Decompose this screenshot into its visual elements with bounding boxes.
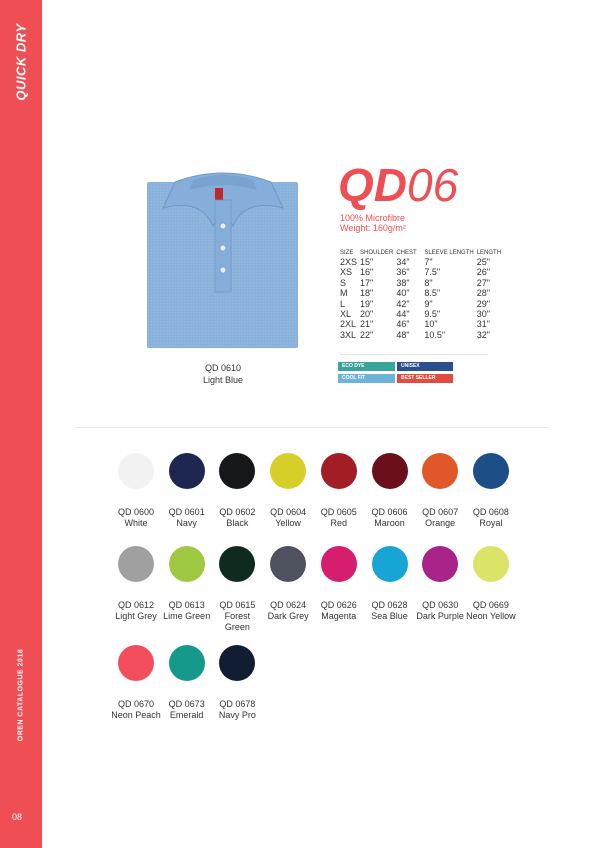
chest-cell: 46" bbox=[396, 319, 410, 330]
swatch-code: QD 0600 bbox=[117, 507, 155, 517]
header-length: LENGTH bbox=[476, 250, 502, 256]
chest-cell: 38" bbox=[396, 277, 410, 288]
table-row bbox=[340, 309, 504, 319]
color-swatch bbox=[162, 453, 212, 529]
table-row bbox=[340, 267, 504, 277]
swatch-color-dot bbox=[169, 546, 205, 582]
product-image-code: QD 0610 bbox=[204, 363, 242, 373]
swatch-color-dot bbox=[422, 453, 458, 489]
swatch-name: Navy Pro bbox=[218, 710, 256, 720]
swatch-name: Magenta bbox=[321, 611, 357, 621]
swatch-code: QD 0630 bbox=[422, 600, 459, 610]
color-swatch bbox=[314, 546, 364, 622]
chest-cell: 34" bbox=[396, 257, 410, 267]
swatch-color-dot bbox=[118, 546, 154, 582]
sidebar bbox=[0, 0, 42, 848]
sleeve-cell: 7" bbox=[424, 257, 433, 267]
shoulder-cell: 17" bbox=[360, 277, 374, 288]
color-swatch bbox=[212, 546, 262, 633]
swatch-color-dot bbox=[321, 546, 357, 582]
chest-cell: 42" bbox=[396, 298, 410, 309]
category-label: QUICK DRY bbox=[13, 23, 29, 101]
badge-unisex: UNISEX bbox=[397, 362, 453, 371]
catalogue-label: OREN CATALOGUE 2018 bbox=[17, 648, 25, 742]
size-cell: 2XL bbox=[340, 319, 357, 330]
shoulder-cell: 20" bbox=[360, 309, 374, 320]
sleeve-cell: 8" bbox=[424, 277, 433, 288]
color-swatch bbox=[415, 453, 465, 529]
chest-cell: 48" bbox=[396, 329, 410, 340]
swatch-name: Orange bbox=[425, 518, 456, 528]
swatch-name: Emerald bbox=[169, 710, 204, 720]
product-image bbox=[145, 168, 300, 350]
product-image-color: Light Blue bbox=[202, 375, 244, 385]
size-table bbox=[340, 250, 504, 340]
color-swatch bbox=[466, 546, 516, 622]
length-cell: 31" bbox=[476, 319, 490, 330]
swatch-color-dot bbox=[118, 453, 154, 489]
swatch-name: Light Grey bbox=[115, 611, 157, 621]
swatch-name: Maroon bbox=[374, 518, 405, 528]
swatch-color-dot bbox=[422, 546, 458, 582]
swatch-code: QD 0613 bbox=[168, 600, 205, 610]
swatch-color-dot bbox=[473, 453, 509, 489]
badge-eco-dye: ECO DYE bbox=[338, 362, 395, 371]
swatch-color-dot bbox=[372, 453, 408, 489]
table-row bbox=[340, 257, 504, 267]
length-cell: 30" bbox=[476, 309, 490, 320]
swatch-color-dot bbox=[219, 453, 255, 489]
swatch-color-dot bbox=[169, 645, 205, 681]
shoulder-cell: 15" bbox=[360, 257, 374, 267]
swatch-code: QD 0678 bbox=[219, 699, 256, 709]
polo-shirt-icon bbox=[145, 168, 300, 350]
swatch-color-dot bbox=[473, 546, 509, 582]
length-cell: 32" bbox=[476, 329, 490, 340]
color-swatch bbox=[263, 453, 313, 529]
swatch-name: Neon Peach bbox=[111, 710, 161, 720]
color-swatch bbox=[162, 546, 212, 622]
color-swatch bbox=[162, 645, 212, 721]
badge-best-seller: BEST SELLER bbox=[397, 374, 453, 383]
swatch-code: QD 0602 bbox=[219, 507, 256, 517]
swatch-code: QD 0628 bbox=[371, 600, 408, 610]
swatch-code: QD 0606 bbox=[371, 507, 408, 517]
shoulder-cell: 16" bbox=[360, 267, 374, 278]
color-swatch bbox=[212, 645, 262, 721]
swatch-code: QD 0601 bbox=[168, 507, 205, 517]
swatch-name: Lime Green bbox=[163, 611, 211, 621]
swatch-color-dot bbox=[219, 645, 255, 681]
swatch-name: Dark Grey bbox=[267, 611, 309, 621]
header-size: SIZE bbox=[340, 250, 354, 256]
swatch-code: QD 0624 bbox=[270, 600, 307, 610]
header-sleeve-length: SLEEVE LENGTH bbox=[424, 250, 474, 256]
swatch-name: Black bbox=[226, 518, 249, 528]
sleeve-cell: 8.5" bbox=[424, 288, 441, 299]
shoulder-cell: 19" bbox=[360, 298, 374, 309]
sleeve-cell: 10.5" bbox=[424, 329, 446, 340]
sleeve-cell: 9.5" bbox=[424, 309, 441, 320]
swatch-code: QD 0608 bbox=[472, 507, 509, 517]
table-divider bbox=[340, 354, 488, 355]
swatch-name: Neon Yellow bbox=[466, 611, 516, 621]
color-swatch bbox=[212, 453, 262, 529]
swatch-code: QD 0604 bbox=[270, 507, 307, 517]
header-chest: CHEST bbox=[396, 250, 417, 256]
swatch-color-dot bbox=[169, 453, 205, 489]
size-cell: S bbox=[340, 277, 347, 288]
swatch-color-dot bbox=[321, 453, 357, 489]
page-number: 08 bbox=[12, 812, 23, 822]
swatch-name: Forest Green bbox=[224, 611, 251, 632]
table-row bbox=[340, 278, 504, 288]
product-image-caption bbox=[180, 362, 266, 386]
size-cell: M bbox=[340, 288, 348, 299]
shoulder-cell: 21" bbox=[360, 319, 374, 330]
swatch-code: QD 0605 bbox=[320, 507, 357, 517]
color-swatch bbox=[415, 546, 465, 622]
swatch-code: QD 0669 bbox=[472, 600, 509, 610]
size-cell: L bbox=[340, 298, 346, 309]
sleeve-cell: 9" bbox=[424, 298, 433, 309]
sleeve-cell: 10" bbox=[424, 319, 438, 330]
swatch-name: Yellow bbox=[275, 518, 301, 528]
product-code-number: 06 bbox=[407, 159, 459, 211]
swatch-code: QD 0607 bbox=[422, 507, 459, 517]
header-shoulder: SHOULDER bbox=[360, 250, 394, 256]
weight-text: Weight: 160g/m² bbox=[340, 223, 406, 233]
color-swatch bbox=[314, 453, 364, 529]
size-cell: 2XS bbox=[340, 257, 358, 267]
badge-cool-fit: COOL FIT bbox=[338, 374, 395, 383]
length-cell: 27" bbox=[476, 277, 490, 288]
swatch-color-dot bbox=[270, 453, 306, 489]
length-cell: 28" bbox=[476, 288, 490, 299]
color-swatch bbox=[365, 546, 415, 622]
table-row bbox=[340, 299, 504, 309]
color-swatch bbox=[111, 453, 161, 529]
swatch-name: Dark Purple bbox=[416, 611, 464, 621]
swatch-name: Red bbox=[330, 518, 348, 528]
swatch-color-dot bbox=[118, 645, 154, 681]
length-cell: 29" bbox=[476, 298, 490, 309]
swatch-code: QD 0612 bbox=[117, 600, 155, 610]
product-code bbox=[338, 160, 458, 210]
shoulder-cell: 22" bbox=[360, 329, 374, 340]
chest-cell: 44" bbox=[396, 309, 410, 320]
swatch-code: QD 0673 bbox=[168, 699, 205, 709]
swatch-name: Sea Blue bbox=[371, 611, 408, 621]
color-swatch bbox=[111, 546, 161, 622]
size-table-header bbox=[340, 250, 504, 257]
size-cell: 3XL bbox=[340, 329, 357, 340]
length-cell: 25" bbox=[476, 257, 490, 267]
size-cell: XS bbox=[340, 267, 353, 278]
table-row bbox=[340, 330, 504, 340]
product-code-prefix: QD bbox=[338, 159, 407, 211]
sleeve-cell: 7.5" bbox=[424, 267, 441, 278]
swatch-name: Royal bbox=[479, 518, 503, 528]
swatch-color-dot bbox=[219, 546, 255, 582]
chest-cell: 40" bbox=[396, 288, 410, 299]
table-row bbox=[340, 319, 504, 329]
shoulder-cell: 18" bbox=[360, 288, 374, 299]
swatch-code: QD 0670 bbox=[117, 699, 155, 709]
swatch-name: White bbox=[124, 518, 148, 528]
color-swatch bbox=[365, 453, 415, 529]
swatch-color-dot bbox=[372, 546, 408, 582]
size-cell: XL bbox=[340, 309, 352, 320]
swatch-code: QD 0626 bbox=[320, 600, 357, 610]
section-divider bbox=[75, 427, 550, 428]
color-swatch bbox=[466, 453, 516, 529]
material-text: 100% Microfibre bbox=[340, 213, 406, 223]
chest-cell: 36" bbox=[396, 267, 410, 278]
table-row bbox=[340, 288, 504, 298]
color-swatch bbox=[263, 546, 313, 622]
swatch-name: Navy bbox=[176, 518, 197, 528]
swatch-color-dot bbox=[270, 546, 306, 582]
color-swatch bbox=[111, 645, 161, 721]
length-cell: 26" bbox=[476, 267, 490, 278]
swatch-code: QD 0615 bbox=[219, 600, 256, 610]
